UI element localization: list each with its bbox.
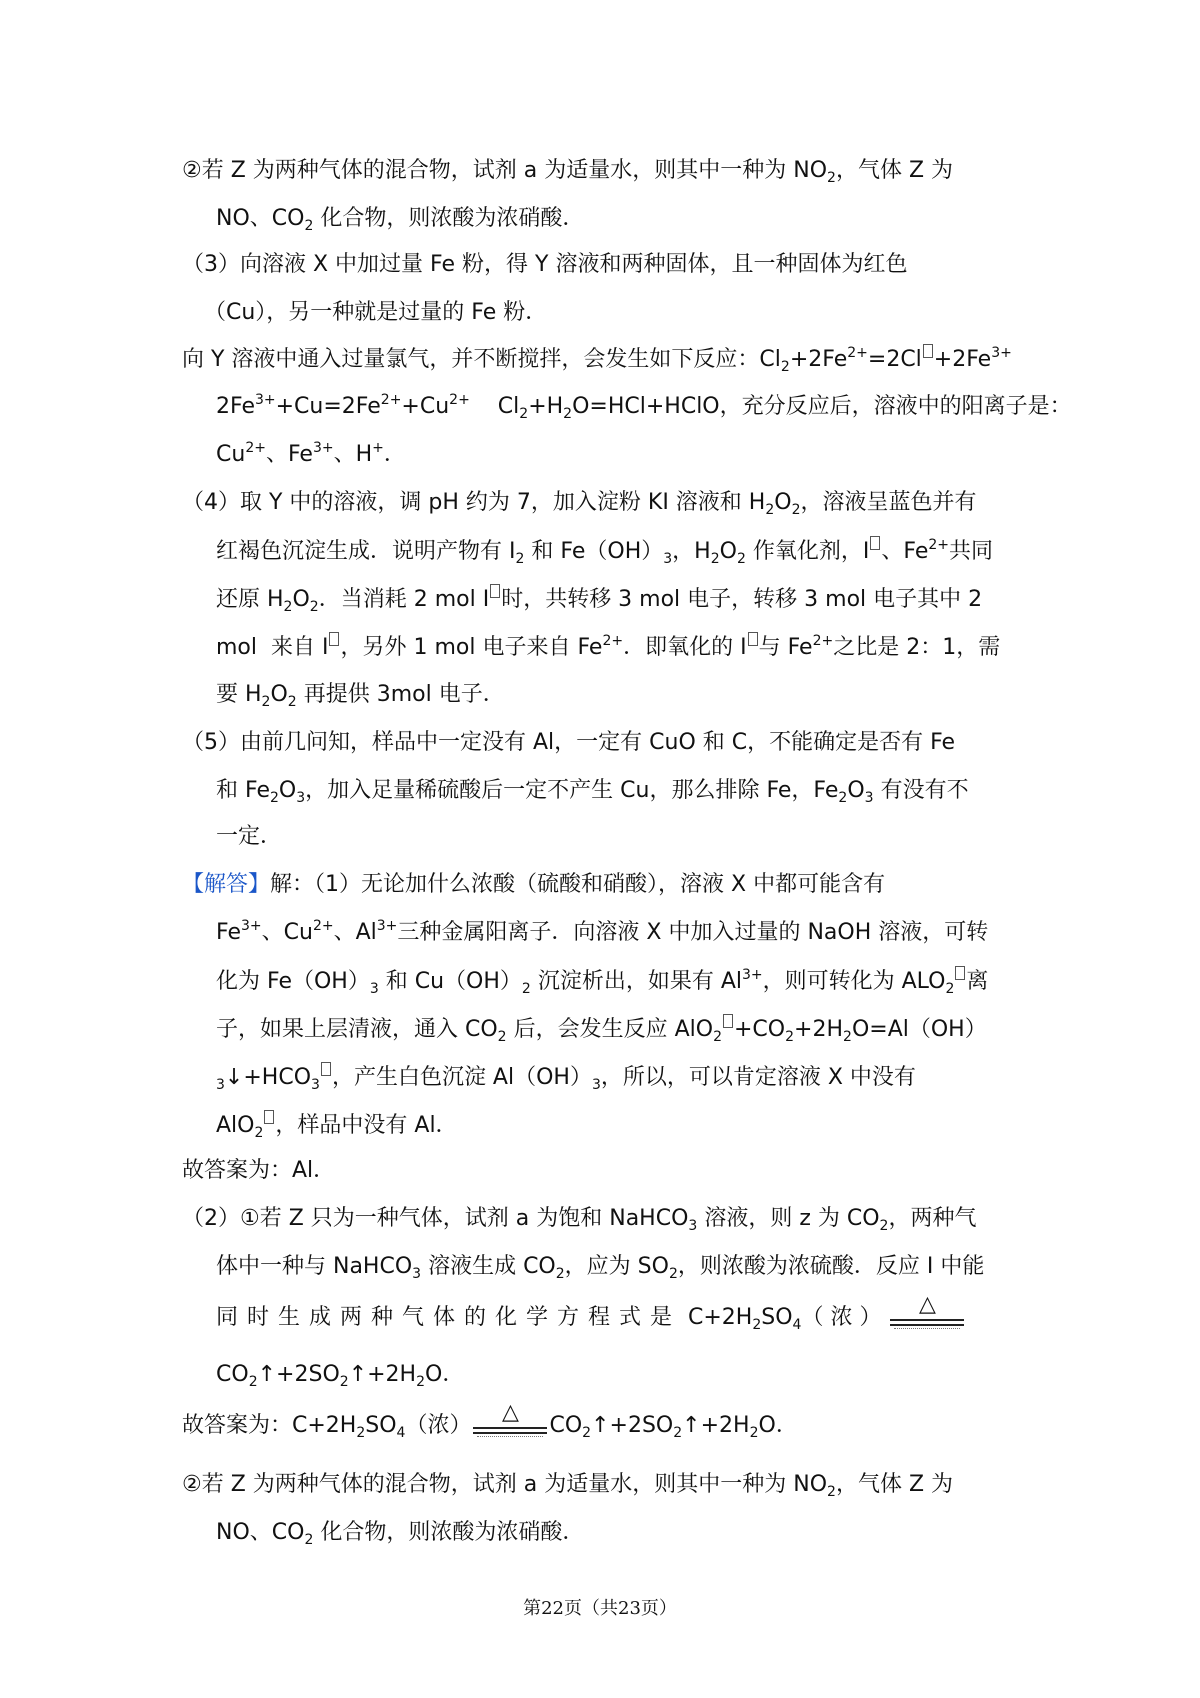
paragraph-line [182,1400,798,1441]
paragraph-line [216,1292,966,1333]
paragraph-line [216,966,988,997]
paragraph-line [216,1110,458,1141]
line-text: NO、$CO_2$ 化合物，则浓酸为浓硝酸． [216,206,585,234]
paragraph-line [182,250,907,280]
line-text: $CO_2↑+2SO_2↑+2H_2O$． [216,1362,465,1390]
paragraph-line [216,536,993,567]
paragraph-line [216,1014,987,1045]
line-text: 解：（1）无论加什么浓酸（硫酸和硝酸），溶液 X 中都可能含有 [270,872,886,897]
line-text: mol 来自 I ，另外 1 mol 电子来自 $Fe^{2+}$．即氧化的 I 与 $Fe^{2+}$之比是 2：1，需 [216,633,1001,660]
line-text: 同时生成两种气体的化学方程式是 [216,1305,682,1330]
line-text: $CO_2↑+2SO_2↑+2H_2O$． [549,1413,798,1441]
line-text: $_3↓+HCO_3$ ，产生白色沉淀 $Al(OH)_3$，所以，可以肯定溶液 X 中没有 [216,1065,916,1090]
paragraph-line [216,680,505,710]
line-text: 故答案为：$C+2H_2SO_4$（浓） [182,1413,472,1441]
paragraph-line [216,918,988,948]
line-text: 故答案为：Al． [182,1158,336,1183]
paragraph-line [216,392,1072,422]
line-text: （3）向溶液 X 中加过量 Fe 粉，得 Y 溶液和两种固体，且一种固体为红色 [182,252,908,277]
line-text: $C+2H_2SO_4$（ 浓 ） [681,1305,889,1333]
paragraph-line [204,298,547,328]
paragraph-line [182,1470,953,1500]
paragraph-line [216,822,282,852]
line-text: 一定． [216,824,283,849]
paragraph-line [182,1156,335,1186]
paragraph-line [182,870,885,900]
paragraph-line [216,204,584,234]
line-text: 子，如果上层清液，通入 $CO_2$ 后，会发生反应 $AlO_2 +CO_2+2H_2O=Al(OH)$ [216,1017,987,1042]
line-text: （4）取 Y 中的溶液，调 pH 约为 7，加入淀粉 KI 溶液和 $H_2O_2$，溶液呈蓝色并有 [182,490,977,518]
line-text: ②若 Z 为两种气体的混合物，试剂 a 为适量水，则其中一种为 $NO_2$，气体 Z 为 [182,1472,954,1500]
page-footer [0,1594,1200,1620]
line-text: （5）由前几问知，样品中一定没有 Al，一定有 CuO 和 C，不能确定是否有 Fe [182,730,956,755]
answer-label: 【解答】 [182,872,271,897]
line-text: $Fe^{3+}$、$Cu^{2+}$、$Al^{3+}$三种金属阳离子．向溶液 X 中加入过量的 NaOH 溶液，可转 [216,918,989,945]
paragraph-line [182,156,953,186]
heat-arrow-icon: △ [888,1302,966,1332]
paragraph-line [216,1360,464,1390]
paragraph-line [216,584,982,615]
paragraph-line [216,440,406,470]
paragraph-line [182,728,955,758]
heat-arrow-icon: △ [471,1410,549,1440]
line-text: 体中一种与 NaHCO$_3$ 溶液生成 $CO_2$，应为 $SO_2$，则浓酸为浓硫酸．反应 I 中能 [216,1254,985,1282]
paragraph-line [182,488,977,518]
line-text: $2Fe^{3+}+Cu=2Fe^{2+}+Cu^{2+}$ $Cl_2+H_2O=HCl+HClO$，充分反应后，溶液中的阳离子是： [216,392,1072,422]
paragraph-line [216,1518,584,1548]
line-text: （2）①若 Z 只为一种气体，试剂 a 为饱和 NaHCO$_3$ 溶液，则 z 为 $CO_2$，两种气 [182,1206,977,1234]
paragraph-line [216,632,1000,663]
line-text: （Cu），另一种就是过量的 Fe 粉． [204,300,548,325]
page-number: 第22页（共23页） [523,1598,677,1619]
paragraph-line [216,1062,916,1093]
line-text: $Cu^{2+}$、$Fe^{3+}$、H+． [216,440,406,467]
paragraph-line [182,1204,976,1234]
line-text: 化为 $Fe(OH)_3$ 和 $Cu(OH)_2$ 沉淀析出，如果有 $Al^{3+}$，则可转化为 $ALO_2$ 离 [216,967,989,997]
line-text: 要 $H_2O_2$ 再提供 3mol 电子． [216,682,505,710]
line-text: NO、$CO_2$ 化合物，则浓酸为浓硝酸． [216,1520,585,1548]
line-text: 向 Y 溶液中通入过量氯气，并不断搅拌，会发生如下反应：$Cl_2+2Fe^{2+}=2Cl +2Fe^{3+}$ [182,345,1012,375]
line-text: 和 $Fe_2O_3$，加入足量稀硫酸后一定不产生 Cu，那么排除 Fe，$Fe_2O_3$ 有没有不 [216,778,969,806]
paragraph-line [216,776,969,806]
line-text: AlO$_2$ ，样品中没有 Al． [216,1113,458,1138]
line-text: 还原 $H_2O_2$．当消耗 2 mol I 时，共转移 3 mol 电子，转移 3 mol 电子其中 2 [216,587,982,612]
line-text: 红褐色沉淀生成．说明产物有 $I_2$ 和 $Fe(OH)_3$，$H_2O_2$ 作氧化剂，I 、$Fe^{2+}$共同 [216,537,994,567]
paragraph-line [216,1252,984,1282]
line-text: ②若 Z 为两种气体的混合物，试剂 a 为适量水，则其中一种为 $NO_2$，气体 Z 为 [182,158,954,186]
paragraph-line [182,344,1012,375]
